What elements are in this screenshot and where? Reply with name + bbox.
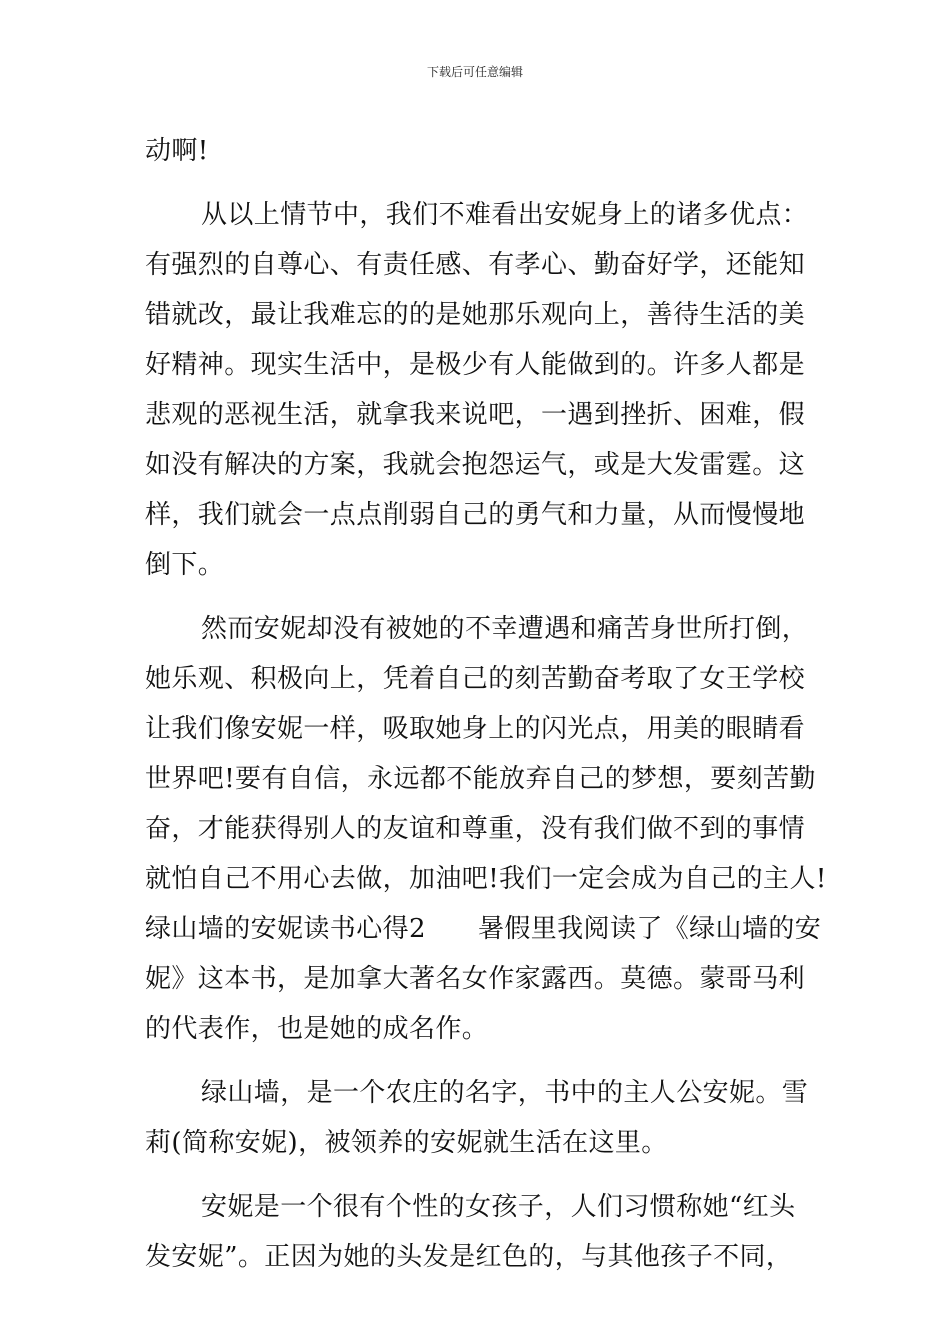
paragraph-first-line: 然而安妮却没有被她的不幸遭遇和痛苦身世所打倒， [201, 614, 809, 644]
text-line: 的代表作，也是她的成名作。 [145, 1014, 489, 1044]
text-line: 就怕自己不用心去做，加油吧!我们一定会成为自己的主人! [145, 864, 827, 894]
paragraph-first-line: 从以上情节中，我们不难看出安妮身上的诸多优点： [201, 200, 809, 230]
text-line: 错就改，最让我难忘的的是她那乐观向上，善待生活的美 [145, 300, 806, 330]
text-line: 妮》这本书，是加拿大著名女作家露西。莫德。蒙哥马利 [145, 964, 806, 994]
text-line: 让我们像安妮一样，吸取她身上的闪光点，用美的眼睛看 [145, 714, 806, 744]
paragraph-first-line: 安妮是一个很有个性的女孩子，人们习惯称她“红头 [201, 1192, 796, 1222]
text-line: 好精神。现实生活中，是极少有人能做到的。许多人都是 [145, 350, 806, 380]
text-line: 动啊! [145, 136, 209, 166]
text-line: 发安妮”。正因为她的头发是红色的，与其他孩子不同， [145, 1242, 793, 1272]
paragraph-first-line: 绿山墙，是一个农庄的名字，书中的主人公安妮。雪 [201, 1078, 809, 1108]
text-line: 莉(简称安妮)，被领养的安妮就生活在这里。 [145, 1128, 668, 1158]
text-line: 如没有解决的方案，我就会抱怨运气，或是大发雷霆。这 [145, 450, 806, 480]
text-line: 世界吧!要有自信，永远都不能放弃自己的梦想，要刻苦勤 [145, 764, 816, 794]
text-line [145, 904, 822, 954]
document-body [145, 126, 827, 1282]
text-line: 样，我们就会一点点削弱自己的勇气和力量，从而慢慢地 [145, 500, 806, 530]
page-header: 下载后可任意编辑 [426, 65, 523, 79]
text-line: 她乐观、积极向上，凭着自己的刻苦勤奋考取了女王学校 [145, 664, 806, 694]
text-line: 有强烈的自尊心、有责任感、有孝心、勤奋好学，还能知 [145, 250, 806, 280]
section-opening: 暑假里我阅读了《绿山墙的安 [477, 914, 822, 944]
text-line: 奋，才能获得别人的友谊和尊重，没有我们做不到的事情 [145, 814, 806, 844]
section-title: 绿山墙的安妮读书心得2 [145, 914, 426, 944]
text-line: 倒下。 [145, 550, 225, 580]
text-line: 悲观的恶视生活，就拿我来说吧，一遇到挫折、困难，假 [145, 400, 806, 430]
